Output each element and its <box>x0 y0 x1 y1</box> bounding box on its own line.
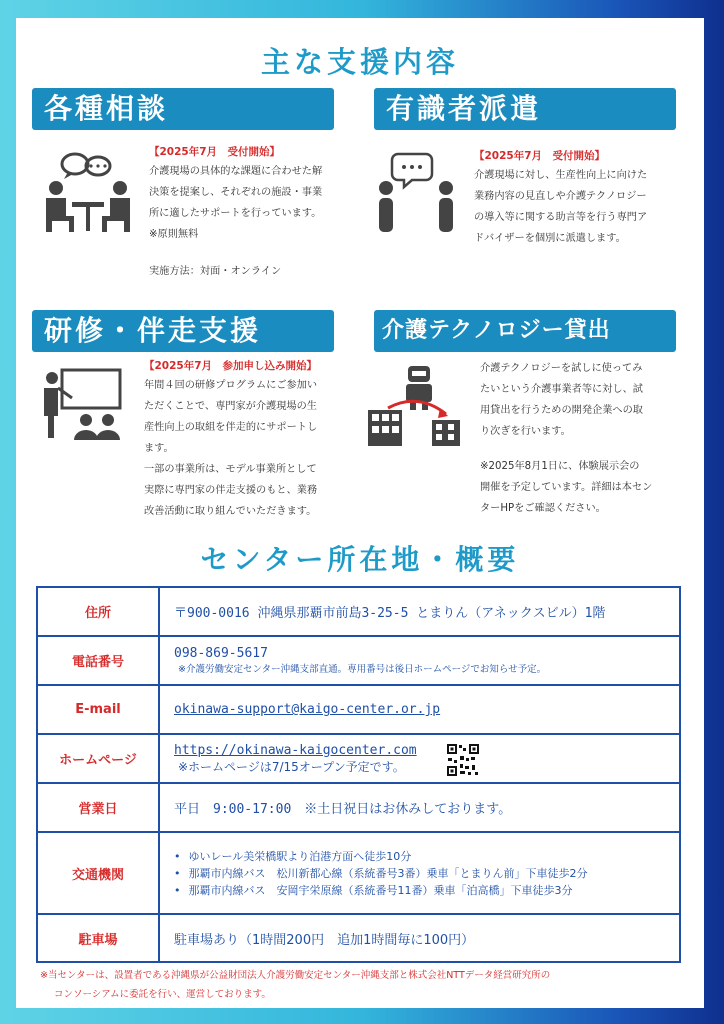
expert-text-2: 業務内容の見直しや介護テクノロジー <box>474 191 647 202</box>
consult-text-4: ※原則無料 <box>149 229 199 240</box>
parking-value: 駐車場あり（1時間200円 追加1時間毎に100円） <box>159 914 680 962</box>
section-heading-tech: 介護テクノロジー貸出 <box>374 310 676 352</box>
transport-item: • ゆいレール美栄橋駅より泊港方面へ徒歩10分 <box>174 848 679 865</box>
page-sheet <box>16 18 704 1008</box>
training-text-3: 産性向上の取組を伴走的にサポートし <box>144 422 318 433</box>
email-link[interactable]: okinawa-support@kaigo-center.or.jp <box>174 702 441 717</box>
robot-lending-icon <box>366 364 466 448</box>
training-text-2: ただくことで、専門家が介護現場の生 <box>144 401 317 412</box>
parking-label: 駐車場 <box>37 914 159 962</box>
address-label: 住所 <box>37 587 159 636</box>
transport-label: 交通機関 <box>37 832 159 914</box>
consultation-icon <box>42 152 134 232</box>
tech-text-1: 介護テクノロジーを試しに使ってみ <box>480 363 643 374</box>
transport-list <box>174 848 679 899</box>
training-text-5: 一部の事業所は、モデル事業所として <box>144 464 317 475</box>
section-heading-expert: 有識者派遣 <box>374 88 676 130</box>
address-value: 〒900-0016 沖縄県那覇市前島3-25-5 とまりん（アネックスビル）1階 <box>159 587 680 636</box>
center-info-table <box>36 586 681 963</box>
consult-method: 実施方法：対面・オンライン <box>149 266 282 277</box>
info-row-email <box>37 685 680 734</box>
training-text-1: 年間４回の研修プログラムにご参加い <box>144 380 318 391</box>
info-row-phone <box>37 636 680 685</box>
info-row-transport <box>37 832 680 914</box>
phone-value: 098-869-5617 <box>174 646 268 661</box>
advisor-dispatch-icon <box>376 152 458 234</box>
info-row-address <box>37 587 680 636</box>
footer-note <box>40 966 680 1004</box>
expert-text-1: 介護現場に対し、生産性向上に向けた <box>474 170 648 181</box>
qr-code-icon[interactable] <box>446 743 480 777</box>
homepage-note: ※ホームページは7/15オープン予定です。 <box>178 759 405 774</box>
phone-label: 電話番号 <box>37 636 159 685</box>
footer-line-1: ※当センターは、設置者である沖縄県が公益財団法人介護労働安定センター沖縄支部と株式会社NTTデータ経営研究所の <box>40 970 551 981</box>
info-row-parking <box>37 914 680 962</box>
expert-text-4: ドバイザーを個別に派遣します。 <box>474 233 626 244</box>
phone-note: ※介護労働安定センター沖縄支部直通。専用番号は後日ホームページでお知らせ予定。 <box>178 664 547 675</box>
email-label: E-mail <box>37 685 159 734</box>
consult-text-1: 介護現場の具体的な課題に合わせた解 <box>149 166 323 177</box>
transport-item: • 那覇市内線バス 安岡宇栄原線（系統番号11番）乗車「泊高橋」下車徒歩3分 <box>174 882 679 899</box>
training-badge: 【2025年7月 参加申し込み開始】 <box>144 360 318 372</box>
homepage-label: ホームページ <box>37 734 159 783</box>
tech-text-4: り次ぎを行います。 <box>480 426 571 437</box>
homepage-link[interactable]: https://okinawa-kaigocenter.com <box>174 742 417 758</box>
section-heading-consult: 各種相談 <box>32 88 334 130</box>
consult-badge: 【2025年7月 受付開始】 <box>149 146 281 158</box>
tech-note-3: ターHPをご確認ください。 <box>480 503 606 514</box>
expert-text-3: の導入等に関する助言等を行う専門ア <box>474 212 648 223</box>
tech-note-2: 開催を予定しています。詳細は本セン <box>480 482 653 493</box>
training-text-6: 実際に専門家の伴走支援のもと、業務 <box>144 485 318 496</box>
training-text-4: ます。 <box>144 443 174 454</box>
transport-item: • 那覇市内線バス 松川新都心線（系統番号3番）乗車「とまりん前」下車徒歩2分 <box>174 865 679 882</box>
training-icon <box>42 368 126 442</box>
consult-text-3: 所に適したサポートを行っています。 <box>149 208 322 219</box>
center-info-title: センター所在地・概要 <box>200 543 520 576</box>
consult-text-2: 決策を提案し、それぞれの施設・事業 <box>149 187 323 198</box>
expert-badge: 【2025年7月 受付開始】 <box>474 150 606 162</box>
hours-label: 営業日 <box>37 783 159 832</box>
tech-text-2: たいという介護事業者等に対し、試 <box>480 384 643 395</box>
main-title: 主な支援内容 <box>260 45 459 79</box>
section-heading-training: 研修・伴走支援 <box>32 310 334 352</box>
footer-line-2: コンソーシアムに委託を行い、運営しております。 <box>54 989 271 1000</box>
training-text-7: 改善活動に取り組んでいただきます。 <box>144 506 317 517</box>
info-row-hours <box>37 783 680 832</box>
hours-value: 平日 9:00-17:00 ※土日祝日はお休みしております。 <box>159 783 680 832</box>
tech-note-1: ※2025年8月1日に、体験展示会の <box>480 461 640 472</box>
tech-text-3: 用貸出を行うための開発企業への取 <box>480 405 643 416</box>
info-row-homepage <box>37 734 680 783</box>
